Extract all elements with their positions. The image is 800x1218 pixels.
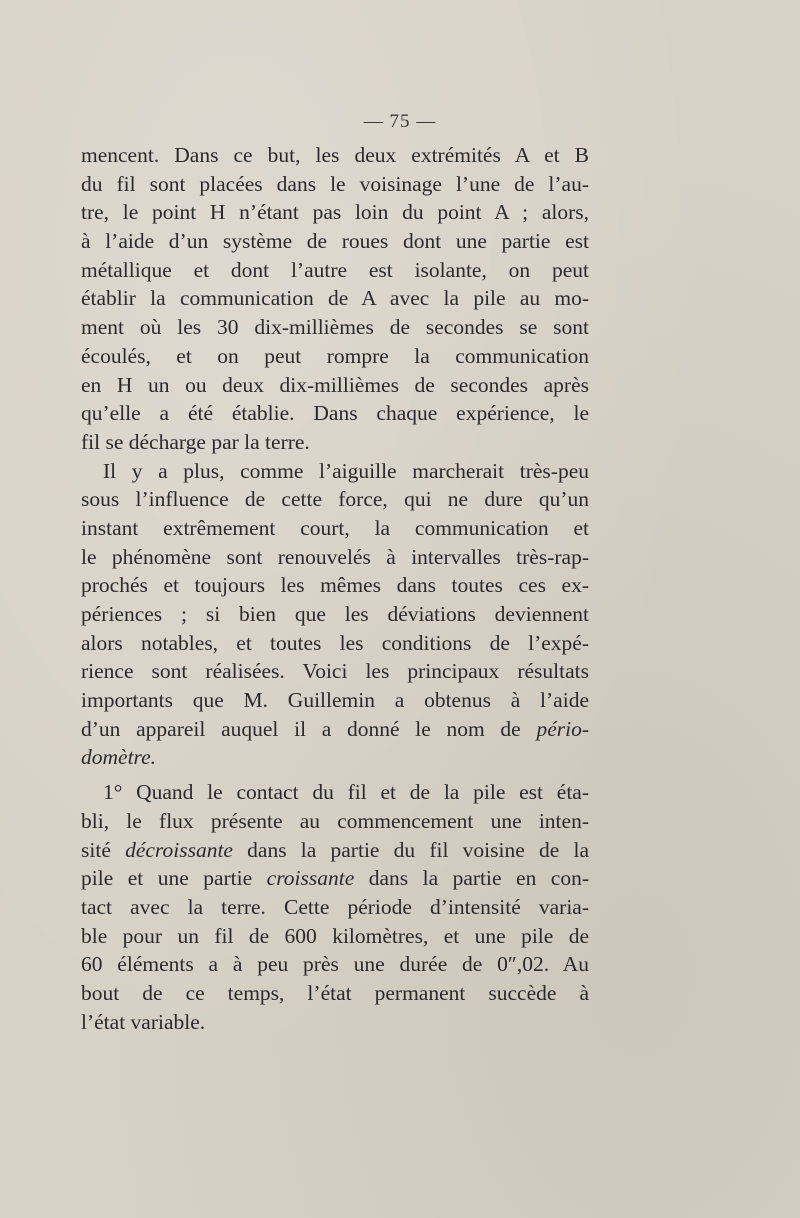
paragraph-3: [81, 778, 589, 1036]
text-line: 1° Quand le contact du fil et de la pile est éta-: [103, 780, 589, 805]
text-line: [81, 864, 589, 893]
text-line: qu’elle a été établie. Dans chaque expérience, le: [81, 401, 589, 426]
text-line: 60 éléments a à peu près une durée de 0″,02. Au: [81, 952, 589, 977]
italic-text: décroissante: [125, 837, 233, 862]
text-line: métallique et dont l’autre est isolante, on peut: [81, 257, 589, 282]
text-line: domètre.: [81, 745, 157, 770]
text-line: fil se décharge par la terre.: [81, 429, 310, 454]
text-line: à l’aide d’un système de roues dont une partie est: [81, 229, 589, 254]
text-run: dans la partie du fil voisine de la: [232, 837, 590, 862]
text-run: pile et une partie: [81, 866, 267, 891]
italic-text: croissante: [266, 866, 355, 891]
paragraph-1: [81, 141, 589, 457]
text-line: tre, le point H n’étant pas loin du point A ; alors,: [81, 200, 589, 225]
text-line: [81, 836, 589, 865]
text-line: prochés et toujours les mêmes dans toutes ces ex-: [81, 573, 589, 598]
text-line: mencent. Dans ce but, les deux extrémités A et B: [81, 143, 589, 167]
paragraph-2: [81, 457, 589, 773]
italic-text: pério-: [536, 716, 589, 741]
text-line: alors notables, et toutes les conditions de l’expé-: [81, 630, 589, 655]
text-line: [81, 715, 589, 744]
page-number: — 75 —: [363, 111, 437, 132]
text-line: périences ; si bien que les déviations deviennent: [81, 602, 589, 626]
body-text: [81, 141, 589, 1036]
text-line: l’état variable.: [81, 1009, 206, 1034]
text-line: bli, le flux présente au commencement une inten-: [81, 808, 589, 833]
text-line: ble pour un fil de 600 kilomètres, et une pile de: [81, 923, 589, 948]
text-line: Il y a plus, comme l’aiguille marcherait très-peu: [103, 458, 589, 483]
text-line: rience sont réalisées. Voici les principaux résultats: [81, 659, 589, 684]
text-line: du fil sont placées dans le voisinage l’une de l’au-: [81, 171, 589, 196]
text-line: le phénomène sont renouvelés à intervalles très-rap-: [81, 544, 589, 569]
text-line: importants que M. Guillemin a obtenus à l’aide: [81, 688, 589, 713]
text-line: ment où les 30 dix-millièmes de secondes se sont: [81, 315, 589, 340]
text-run: d’un appareil auquel il a donné le nom de: [81, 716, 537, 741]
text-line: instant extrêmement court, la communication et: [81, 515, 589, 540]
text-line: sous l’influence de cette force, qui ne dure qu’un: [81, 487, 589, 512]
text-run: dans la partie en con-: [354, 866, 589, 891]
text-run: sité: [81, 837, 126, 862]
text-line: établir la communication de A avec la pile au mo-: [81, 286, 589, 311]
text-line: en H un ou deux dix-millièmes de secondes après: [81, 372, 589, 397]
text-line: tact avec la terre. Cette période d’intensité varia-: [81, 894, 589, 919]
text-line: bout de ce temps, l’état permanent succède à: [81, 980, 589, 1005]
text-line: écoulés, et on peut rompre la communication: [81, 343, 589, 368]
